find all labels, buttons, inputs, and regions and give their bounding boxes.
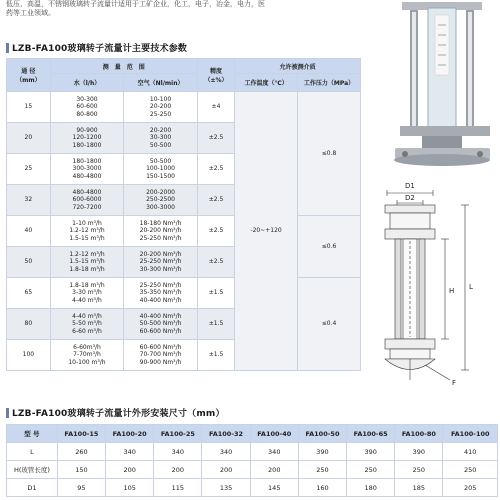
- water-range-cell: 480-4800 600-6000 720-7200: [50, 185, 124, 216]
- dimension-value: 340: [154, 443, 202, 461]
- dimension-value: 200: [202, 461, 250, 479]
- air-range-cell: 50-500 100-1000 150-1500: [124, 154, 198, 185]
- water-range-cell: 1-10 m³/h 1.2-12 m³/h 1.5-15 m³/h: [50, 216, 124, 247]
- temp-cell: -20~+120: [235, 92, 298, 371]
- tech-row: [7, 216, 361, 247]
- model-column-header: FA100-32: [202, 425, 250, 443]
- dimension-row: [7, 461, 498, 479]
- dimension-value: 115: [154, 479, 202, 497]
- dimension-value: 150: [57, 461, 105, 479]
- dimension-value: 200: [250, 461, 298, 479]
- dimension-value: 250: [395, 461, 443, 479]
- dimension-label: D1: [7, 479, 58, 497]
- model-column-header: FA100-40: [250, 425, 298, 443]
- bore-cell: 32: [7, 185, 51, 216]
- dimension-row: [7, 443, 498, 461]
- dim-title-text: LZB-FA100玻璃转子流量计外形安装尺寸（mm）: [12, 409, 225, 419]
- water-range-cell: 30-300 60-600 80-800: [50, 92, 124, 123]
- dim-section-title: [6, 406, 225, 419]
- dimension-value: 260: [57, 443, 105, 461]
- dimension-value: 160: [298, 479, 346, 497]
- tech-title-text: LZB-FA100玻璃转子流量计主要技术参数: [12, 44, 188, 54]
- dimension-value: 340: [106, 443, 154, 461]
- air-range-cell: 40-400 Nm³/h 50-500 Nm³/h 60-600 Nm³/h: [124, 309, 198, 340]
- model-header: 型 号: [7, 425, 58, 443]
- water-range-cell: 90-900 120-1200 180-1800: [50, 123, 124, 154]
- model-column-header: FA100-15: [57, 425, 105, 443]
- model-column-header: FA100-80: [395, 425, 443, 443]
- air-range-cell: 200-2000 250-2500 300-3000: [124, 185, 198, 216]
- accuracy-cell: ±1.5: [197, 309, 234, 340]
- dimension-label: H(玻管长度): [7, 461, 58, 479]
- pressure-cell: ≤0.6: [298, 216, 361, 278]
- tech-params-table: [6, 58, 361, 371]
- model-column-header: FA100-25: [154, 425, 202, 443]
- title-bar-decoration: [6, 43, 9, 53]
- bore-cell: 50: [7, 247, 51, 278]
- accuracy-cell: ±2.5: [197, 216, 234, 247]
- dimension-value: 180: [347, 479, 395, 497]
- model-column-header: FA100-100: [443, 425, 498, 443]
- accuracy-cell: ±2.5: [197, 123, 234, 154]
- accuracy-cell: ±4: [197, 92, 234, 123]
- water-range-cell: 1.8-18 m³/h 3-30 m³/h 4-40 m³/h: [50, 278, 124, 309]
- model-column-header: FA100-20: [106, 425, 154, 443]
- dimension-value: 340: [202, 443, 250, 461]
- dimension-value: 200: [154, 461, 202, 479]
- dimension-value: 95: [57, 479, 105, 497]
- accuracy-header: 精度 （±%）: [197, 59, 234, 92]
- label-h: H: [449, 287, 455, 295]
- dimension-value: 390: [395, 443, 443, 461]
- intro-text: [6, 0, 336, 18]
- air-range-cell: 25-250 Nm³/h 35-350 Nm³/h 40-400 Nm³/h: [124, 278, 198, 309]
- dimension-value: 390: [347, 443, 395, 461]
- dimension-value: 250: [347, 461, 395, 479]
- temp-header: 工作温度（℃）: [235, 74, 298, 92]
- air-range-cell: 60-600 Nm³/h 70-700 Nm³/h 90-900 Nm³/h: [124, 340, 198, 371]
- label-l: L: [469, 283, 473, 291]
- bore-cell: 15: [7, 92, 51, 123]
- air-header: 空气（Nl/min）: [124, 74, 198, 92]
- intro-line-2: 药等工业领域。: [6, 9, 55, 17]
- pressure-header: 工作压力（MPa）: [298, 74, 361, 92]
- dimension-drawing: [365, 175, 500, 395]
- water-header: 水（l/h）: [50, 74, 124, 92]
- dimension-value: 185: [395, 479, 443, 497]
- dimension-value: 145: [250, 479, 298, 497]
- flowmeter-photo: [380, 0, 500, 168]
- tech-section-title: [6, 41, 187, 54]
- model-column-header: FA100-65: [347, 425, 395, 443]
- dimension-value: 250: [298, 461, 346, 479]
- dimension-value: 135: [202, 479, 250, 497]
- bore-cell: 40: [7, 216, 51, 247]
- air-range-cell: 20-200 30-300 50-500: [124, 123, 198, 154]
- pressure-cell: ≤0.8: [298, 92, 361, 216]
- pressure-cell: ≤0.4: [298, 278, 361, 371]
- label-d2: D2: [405, 194, 415, 202]
- bore-cell: 65: [7, 278, 51, 309]
- bore-cell: 20: [7, 123, 51, 154]
- tech-row: [7, 92, 361, 123]
- label-d1: D1: [405, 182, 415, 190]
- media-header: 允许被测介质: [235, 59, 361, 74]
- bore-cell: 100: [7, 340, 51, 371]
- bore-cell: 25: [7, 154, 51, 185]
- dimension-value: 205: [443, 479, 498, 497]
- dimension-value: 410: [443, 443, 498, 461]
- accuracy-cell: ±2.5: [197, 154, 234, 185]
- intro-line-1: 低压，高温，不锈钢玻璃转子流量计适用于工矿企业，化工，电子，冶金，电力，医: [6, 0, 265, 8]
- dimension-value: 250: [443, 461, 498, 479]
- air-range-cell: 10-100 20-200 25-250: [124, 92, 198, 123]
- accuracy-cell: ±2.5: [197, 247, 234, 278]
- air-range-cell: 20-200 Nm³/h 25-250 Nm³/h 30-300 Nm³/h: [124, 247, 198, 278]
- dimension-label: L: [7, 443, 58, 461]
- bore-cell: 80: [7, 309, 51, 340]
- tech-row: [7, 278, 361, 309]
- accuracy-cell: ±2.5: [197, 185, 234, 216]
- bore-header: 通 径 （mm）: [7, 59, 51, 92]
- air-range-cell: 18-180 Nm³/h 20-200 Nm³/h 25-250 Nm³/h: [124, 216, 198, 247]
- accuracy-cell: ±1.5: [197, 340, 234, 371]
- dimension-table: [6, 424, 498, 497]
- dimension-value: 105: [106, 479, 154, 497]
- title-bar-decoration: [6, 408, 9, 418]
- water-range-cell: 6-60m³/h 7-70m³/h 10-100 m³/h: [50, 340, 124, 371]
- water-range-cell: 180-1800 300-3000 480-4800: [50, 154, 124, 185]
- water-range-cell: 1.2-12 m³/h 1.5-15 m³/h 1.8-18 m³/h: [50, 247, 124, 278]
- dimension-value: 390: [298, 443, 346, 461]
- dimension-value: 340: [250, 443, 298, 461]
- range-header: 测 量 范 围: [50, 59, 197, 74]
- model-column-header: FA100-50: [298, 425, 346, 443]
- dimension-value: 200: [106, 461, 154, 479]
- accuracy-cell: ±1.5: [197, 278, 234, 309]
- label-f: F: [452, 379, 457, 387]
- dimension-row: [7, 479, 498, 497]
- water-range-cell: 4-40 m³/h 5-50 m³/h 6-60 m³/h: [50, 309, 124, 340]
